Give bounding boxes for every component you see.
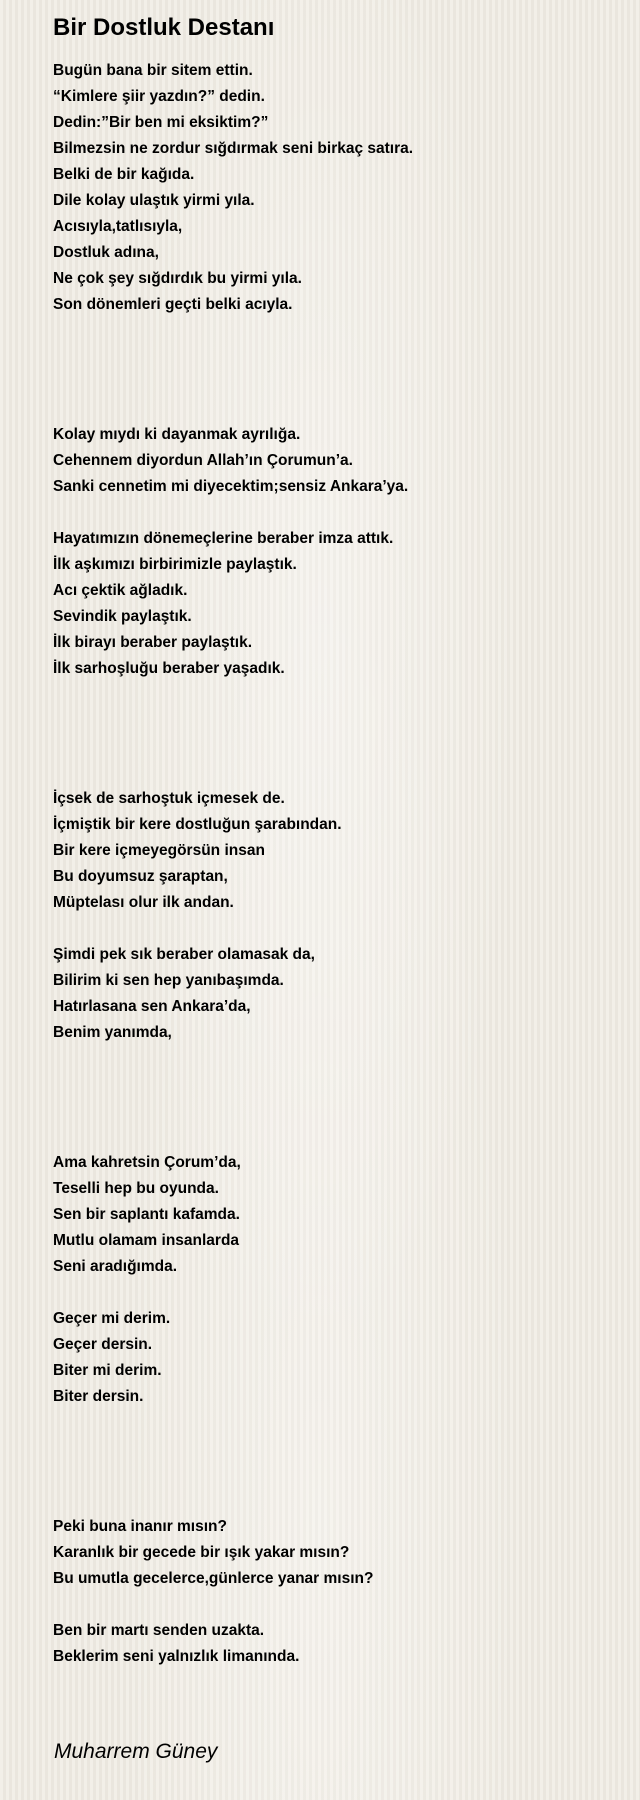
- poem-line: Sen bir saplantı kafamda.: [53, 1206, 240, 1223]
- poem-line: Teselli hep bu oyunda.: [53, 1180, 219, 1197]
- poem-line: Bu doyumsuz şaraptan,: [53, 868, 228, 885]
- poem-line: Biter dersin.: [53, 1388, 144, 1405]
- section-gap: [53, 682, 640, 786]
- poem-body: [53, 58, 640, 1670]
- stanza-gap: [53, 500, 640, 526]
- stanza: [53, 1514, 640, 1592]
- poem-line: Ama kahretsin Çorum’da,: [53, 1154, 241, 1171]
- poem-line: İçmiştik bir kere dostluğun şarabından.: [53, 816, 342, 833]
- poem-line: Dile kolay ulaştık yirmi yıla.: [53, 192, 255, 209]
- stanza: [53, 526, 640, 682]
- poem-line: Peki buna inanır mısın?: [53, 1518, 227, 1535]
- section-gap: [53, 1410, 640, 1514]
- stanza: [53, 786, 640, 916]
- stanza-gap: [53, 1592, 640, 1618]
- section-gap: [53, 318, 640, 422]
- poem-line: Bugün bana bir sitem ettin.: [53, 62, 253, 79]
- poem-line: İlk sarhoşluğu beraber yaşadık.: [53, 660, 285, 677]
- stanza: [53, 942, 640, 1046]
- stanza: [53, 1150, 640, 1280]
- stanza: [53, 58, 640, 318]
- poem-line: Cehennem diyordun Allah’ın Çorumun’a.: [53, 452, 353, 469]
- poem-line: “Kimlere şiir yazdın?” dedin.: [53, 88, 265, 105]
- poem-line: Mutlu olamam insanlarda: [53, 1232, 240, 1249]
- poem-line: Son dönemleri geçti belki acıyla.: [53, 296, 293, 313]
- poem-line: Belki de bir kağıda.: [53, 166, 195, 183]
- poem-line: Karanlık bir gecede bir ışık yakar mısın?: [53, 1544, 350, 1561]
- poem-line: Beklerim seni yalnızlık limanında.: [53, 1648, 300, 1665]
- stanza: [53, 422, 640, 500]
- poem-line: Kolay mıydı ki dayanmak ayrılığa.: [53, 426, 301, 443]
- poem-line: Dedin:”Bir ben mi eksiktim?”: [53, 114, 269, 131]
- stanza: [53, 1306, 640, 1410]
- stanza: [53, 1618, 640, 1670]
- poem-line: Bilmezsin ne zordur sığdırmak seni birkaç satıra.: [53, 140, 414, 157]
- stanza-gap: [53, 1280, 640, 1306]
- poem-line: İçsek de sarhoştuk içmesek de.: [53, 790, 285, 807]
- poem-line: Dostluk adına,: [53, 244, 159, 261]
- poem-line: Geçer dersin.: [53, 1336, 153, 1353]
- poem-line: Biter mi derim.: [53, 1362, 162, 1379]
- poem-line: Şimdi pek sık beraber olamasak da,: [53, 946, 315, 963]
- poem-line: Bilirim ki sen hep yanıbaşımda.: [53, 972, 284, 989]
- section-gap: [53, 1046, 640, 1150]
- poem-line: Sevindik paylaştık.: [53, 608, 192, 625]
- poem-line: Acısıyla,tatlısıyla,: [53, 218, 183, 235]
- poem-line: Acı çektik ağladık.: [53, 582, 188, 599]
- poem-line: Benim yanımda,: [53, 1024, 172, 1041]
- poem-author: Muharrem Güney: [54, 1740, 218, 1763]
- poem-line: Sanki cennetim mi diyecektim;sensiz Ankara’ya.: [53, 478, 409, 495]
- poem-line: Bu umutla gecelerce,günlerce yanar mısın?: [53, 1570, 374, 1587]
- poem-line: Müptelası olur ilk andan.: [53, 894, 234, 911]
- poem-line: Seni aradığımda.: [53, 1258, 178, 1275]
- stanza-gap: [53, 916, 640, 942]
- poem-line: Hatırlasana sen Ankara’da,: [53, 998, 251, 1015]
- poem-line: Ben bir martı senden uzakta.: [53, 1622, 265, 1639]
- poem-title: Bir Dostluk Destanı: [53, 14, 275, 41]
- poem-line: Geçer mi derim.: [53, 1310, 171, 1327]
- poem-line: İlk aşkımızı birbirimizle paylaştık.: [53, 556, 297, 573]
- poem-line: Hayatımızın dönemeçlerine beraber imza attık.: [53, 530, 394, 547]
- poem-line: İlk birayı beraber paylaştık.: [53, 634, 253, 651]
- poem-line: Ne çok şey sığdırdık bu yirmi yıla.: [53, 270, 302, 287]
- poem-line: Bir kere içmeyegörsün insan: [53, 842, 265, 859]
